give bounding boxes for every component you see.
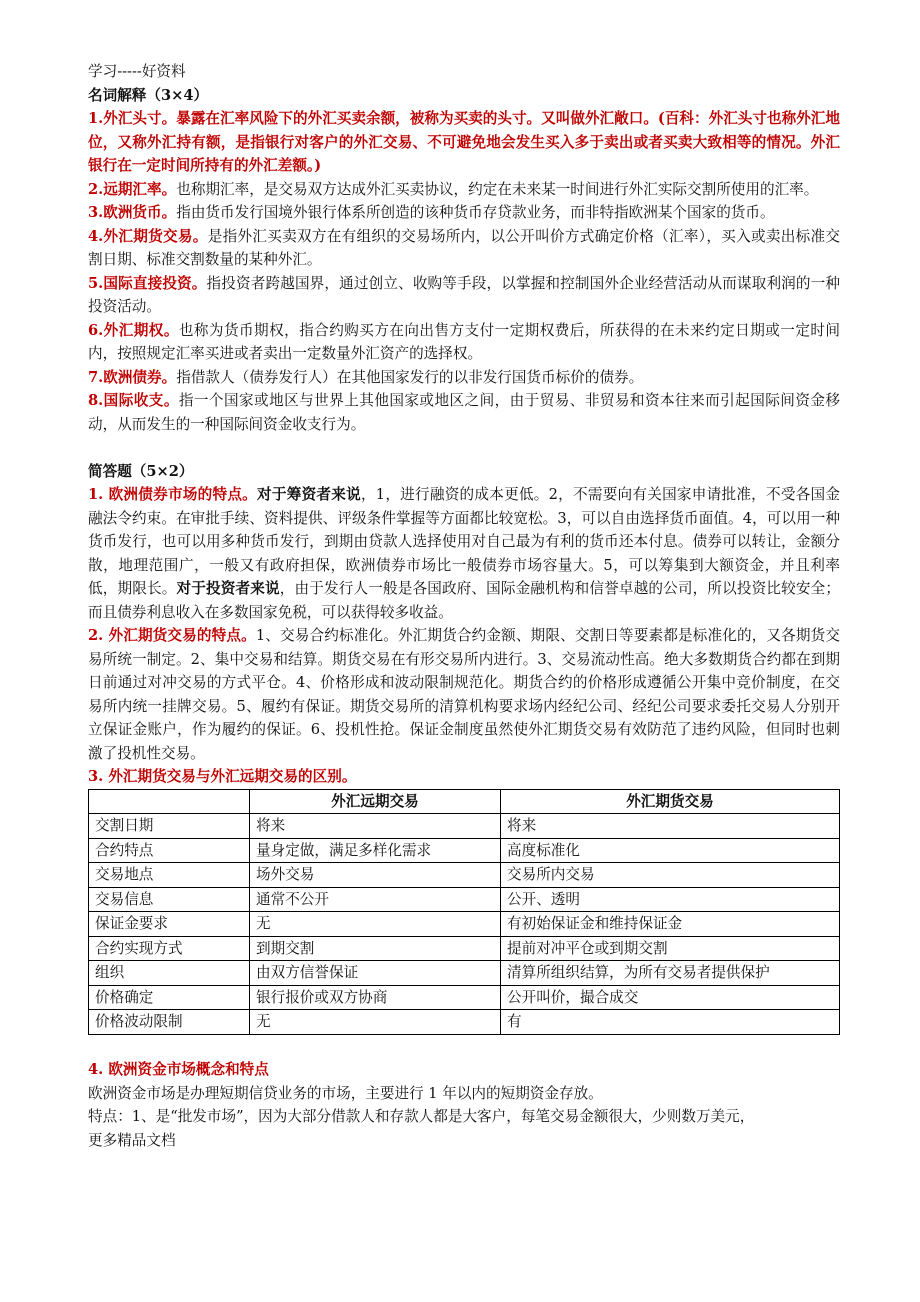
question-4: [88, 1058, 840, 1082]
section-gap: [88, 436, 840, 460]
term-item: [88, 389, 840, 436]
term-item: [88, 201, 840, 225]
term-definition: 暴露在汇率风险下的外汇买卖余额，被称为买卖的头寸。又叫做外汇敞口。(百科：外汇头寸也称外汇地位，又称外汇持有额，是指银行对客户的外汇交易、不可避免地会发生买入多于卖出或者买卖大致相等的情况。外汇银行在一定时间所持有的外汇差额。): [88, 110, 840, 174]
term-label: 4.外汇期货交易。: [88, 227, 208, 245]
table-row: [89, 961, 840, 986]
table-cell: 通常不公开: [250, 887, 501, 912]
term-definition: 指一个国家或地区与世界上其他国家或地区之间，由于贸易、非贸易和资本往来而引起国际间资金移动，从而发生的一种国际间资金收支行为。: [88, 392, 840, 433]
term-label: 3.欧洲货币。: [88, 204, 177, 221]
table-cell: 高度标准化: [501, 838, 840, 863]
table-cell: 交割日期: [89, 814, 250, 839]
table-row: [89, 863, 840, 888]
section-title-terms: 名词解释（3×4）: [88, 86, 209, 104]
table-cell: 合约实现方式: [89, 936, 250, 961]
table-row: [89, 814, 840, 839]
term-item: [88, 366, 840, 390]
table-cell: 合约特点: [89, 838, 250, 863]
question-1-lead-financier: 对于筹资者来说: [257, 486, 361, 503]
comparison-table: [88, 789, 840, 1035]
table-row: [89, 912, 840, 937]
table-header-cell: 外汇期货交易: [501, 789, 840, 814]
question-1-text-financier: ，1，进行融资的成本更低。2，不需要向有关国家申请批准，不受各国金融法令约束。在审批手续、资料提供、评级条件掌握等方面都比较宽松。3，可以自由选择货币面值。4，可以用一种货币发行，也可以用多种货币发行，到期由贷款人选择使用对自己最为有利的货币还本付息。债券可以转让，金额分散，地理范围广，一般又有政府担保，欧洲债券市场比一般债券市场容量大。5，可以筹集到大额资金，并且利率低，期限长。: [88, 486, 840, 597]
question-2: [88, 624, 840, 765]
question-3-title: 3. 外汇期货交易与外汇远期交易的区别。: [88, 768, 357, 785]
term-label: 2.远期汇率。: [88, 180, 177, 198]
term-label: 8.国际收支。: [88, 392, 179, 409]
table-cell: 由双方信誉保证: [250, 961, 501, 986]
table-header-cell: 外汇远期交易: [250, 789, 501, 814]
table-row: [89, 887, 840, 912]
terms-list: [88, 107, 840, 436]
table-header-cell: [89, 789, 250, 814]
term-item: [88, 107, 840, 178]
term-label: 5.国际直接投资。: [88, 274, 207, 292]
section-gap: [88, 1035, 840, 1059]
table-cell: 价格确定: [89, 985, 250, 1010]
table-cell: 到期交割: [250, 936, 501, 961]
question-4-line-1: 欧洲资金市场是办理短期信贷业务的市场，主要进行 1 年以内的短期资金存放。: [88, 1084, 603, 1102]
table-cell: 量身定做，满足多样化需求: [250, 838, 501, 863]
question-1-text-investor: ，由于发行人一般是各国政府、国际金融机构和信誉卓越的公司，所以投资比较安全；而且债券利息收入在多数国家免税，可以获得较多收益。: [88, 580, 840, 621]
table-cell: 将来: [250, 814, 501, 839]
table-cell: 交易所内交易: [501, 863, 840, 888]
table-cell: 提前对冲平仓或到期交割: [501, 936, 840, 961]
table-cell: 交易信息: [89, 887, 250, 912]
question-2-text: 1、交易合约标准化。外汇期货合约金额、期限、交割日等要素都是标准化的，又各期货交易所统一制定。2、集中交易和结算。期货交易在有形交易所内进行。3、交易流动性高。绝大多数期货合约都在到期日前通过对冲交易的方式平仓。4、价格形成和波动限制规范化。期货合约的价格形成遵循公开集中竞价制度，在交易所内统一挂牌交易。5、履约有保证。期货交易所的清算机构要求场内经纪公司、经纪公司要求委托交易人分别开立保证金账户，作为履约的保证。6、投机性抢。保证金制度虽然使外汇期货交易有效防范了违约风险，但同时也刺激了投机性交易。: [88, 627, 840, 762]
table-cell: 价格波动限制: [89, 1010, 250, 1035]
document-page: [88, 60, 840, 1152]
table-header-row: [89, 789, 840, 814]
term-item: [88, 319, 840, 366]
table-cell: 组织: [89, 961, 250, 986]
table-cell: 交易地点: [89, 863, 250, 888]
term-item: [88, 225, 840, 272]
term-definition: 指借款人（债券发行人）在其他国家发行的以非发行国货币标价的债券。: [176, 368, 644, 386]
table-cell: 无: [250, 1010, 501, 1035]
page-header: 学习-----好资料: [88, 63, 186, 80]
question-1-lead-investor: 对于投资者来说: [176, 580, 280, 597]
term-item: [88, 178, 840, 202]
term-label: 1.外汇头寸。: [88, 110, 177, 127]
section-title-questions: 简答题（5×2）: [88, 462, 194, 480]
table-cell: 公开、透明: [501, 887, 840, 912]
question-1-title: 1. 欧洲债券市场的特点。: [88, 486, 258, 503]
table-cell: 公开叫价，撮合成交: [501, 985, 840, 1010]
term-definition: 是指外汇买卖双方在有组织的交易场所内，以公开叫价方式确定价格（汇率），买入或卖出标准交割日期、标准交割数量的某种外汇。: [88, 227, 840, 268]
table-cell: 保证金要求: [89, 912, 250, 937]
table-row: [89, 1010, 840, 1035]
table-cell: 将来: [501, 814, 840, 839]
table-row: [89, 838, 840, 863]
table-cell: 清算所组织结算，为所有交易者提供保护: [501, 961, 840, 986]
question-1: [88, 483, 840, 624]
term-definition: 指投资者跨越国界，通过创立、收购等手段，以掌握和控制国外企业经营活动从而谋取利润的一种投资活动。: [88, 274, 840, 315]
table-cell: 场外交易: [250, 863, 501, 888]
term-definition: 指由货币发行国境外银行体系所创造的该种货币存贷款业务，而非特指欧洲某个国家的货币。: [176, 204, 775, 221]
question-4-line-2: 特点：1、是“批发市场”，因为大部分借款人和存款人都是大客户，每笔交易金额很大，少则数万美元，: [88, 1108, 755, 1125]
table-cell: 银行报价或双方协商: [250, 985, 501, 1010]
term-item: [88, 272, 840, 319]
table-cell: 无: [250, 912, 501, 937]
table-row: [89, 936, 840, 961]
question-3: [88, 765, 840, 789]
table-row: [89, 985, 840, 1010]
question-4-title: 4. 欧洲资金市场概念和特点: [88, 1061, 269, 1078]
term-definition: 也称期汇率，是交易双方达成外汇买卖协议，约定在未来某一时间进行外汇实际交割所使用的汇率。: [176, 180, 819, 198]
table-cell: 有初始保证金和维持保证金: [501, 912, 840, 937]
term-label: 6.外汇期权。: [88, 321, 179, 339]
page-footer: 更多精品文档: [88, 1131, 176, 1149]
question-2-title: 2. 外汇期货交易的特点。: [88, 627, 256, 644]
table-cell: 有: [501, 1010, 840, 1035]
term-label: 7.欧洲债券。: [88, 368, 177, 386]
term-definition: 也称为货币期权，指合约购买方在向出售方支付一定期权费后，所获得的在未来约定日期或一定时间内，按照规定汇率买进或者卖出一定数量外汇资产的选择权。: [88, 321, 840, 362]
